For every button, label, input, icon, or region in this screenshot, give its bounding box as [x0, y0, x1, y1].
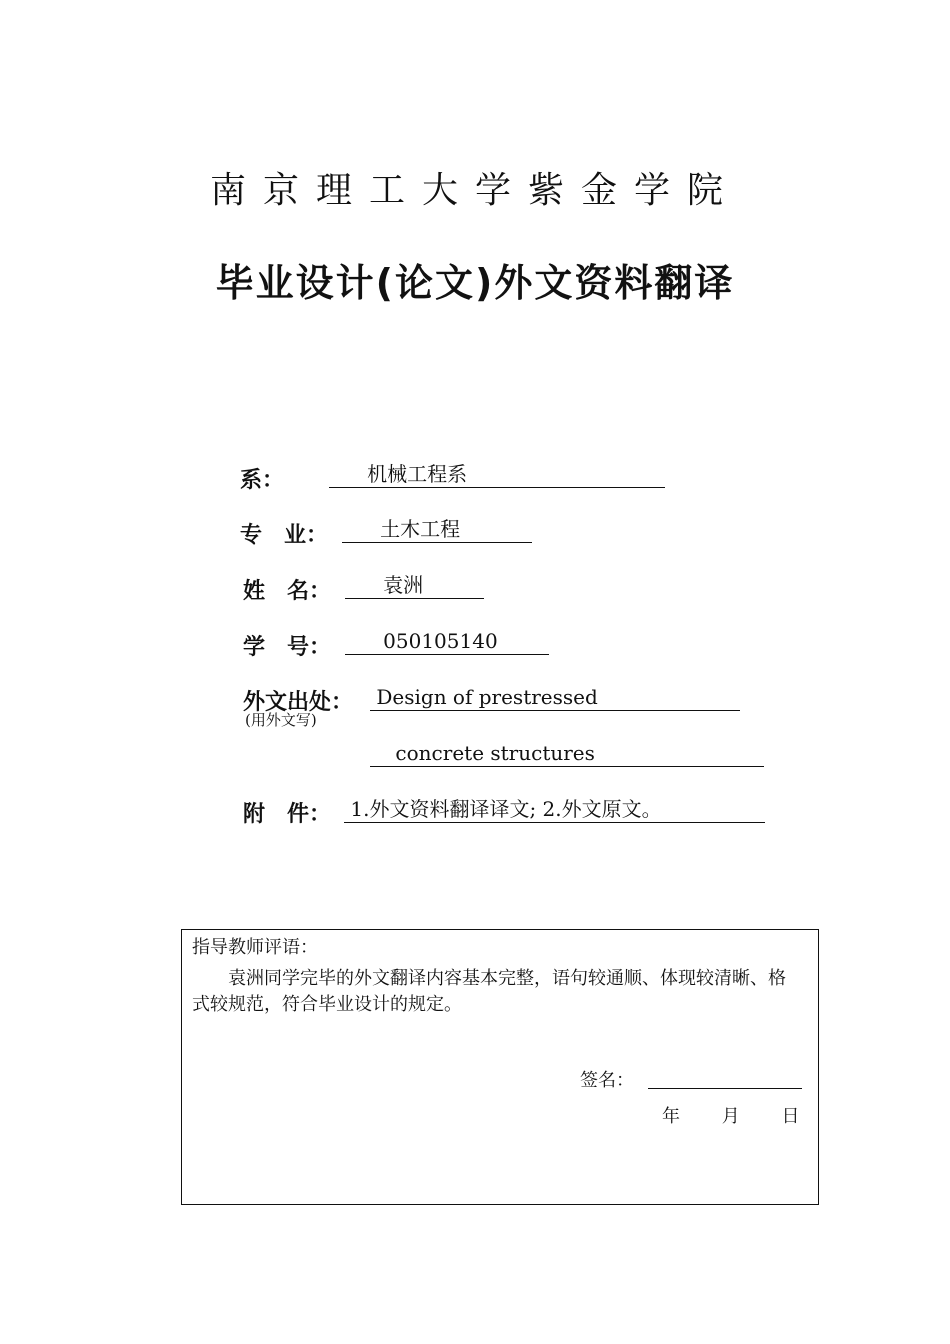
date-month: 月: [721, 1106, 740, 1127]
source-line-1: Design of prestressed: [370, 684, 740, 711]
date-day: 日: [781, 1106, 800, 1127]
name-value: 袁洲: [345, 572, 484, 599]
source-line-2: concrete structures: [370, 740, 764, 767]
department-value: 机械工程系: [329, 461, 665, 488]
source-note: (用外文写): [245, 711, 317, 729]
date-row: [662, 1102, 835, 1128]
major-label: 专 业：: [240, 523, 329, 548]
date-year: 年: [662, 1106, 680, 1127]
major-value: 土木工程: [342, 516, 532, 543]
comment-title: 指导教师评语：: [192, 937, 318, 958]
signature-line: [648, 1088, 802, 1089]
student-id-value: 050105140: [345, 628, 549, 655]
attachment-value: 1.外文资料翻译译文; 2.外文原文。: [344, 796, 765, 823]
name-label: 姓 名：: [243, 579, 332, 604]
comment-text: 袁洲同学完毕的外文翻译内容基本完整，语句较通顺、体现较清晰、格式较规范，符合毕业设计的规定。: [192, 968, 786, 1015]
document-title: 毕业设计(论文)外文资料翻译: [215, 261, 735, 305]
attachment-label: 附 件：: [243, 802, 332, 827]
department-label: 系：: [240, 468, 285, 493]
student-id-label: 学 号：: [243, 635, 332, 660]
signature-label: 签名：: [580, 1070, 634, 1091]
school-name: 南京理工大学紫金学院: [209, 170, 740, 211]
source-label: 外文出处：: [243, 690, 354, 715]
advisor-comment-box: [181, 929, 819, 1205]
